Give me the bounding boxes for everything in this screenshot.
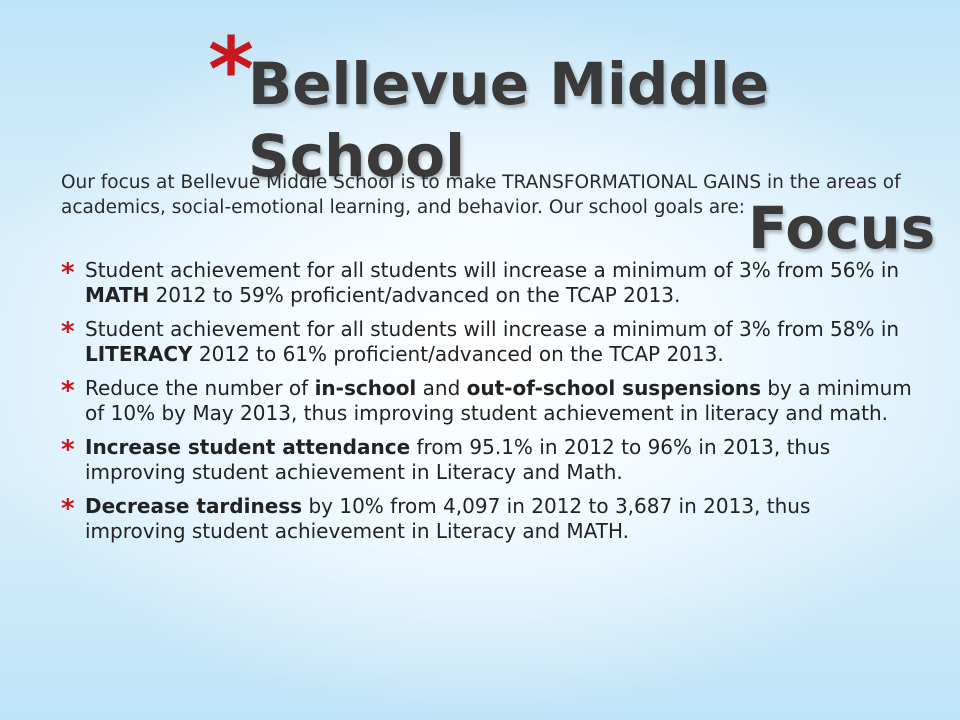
bullet-asterisk-icon: * xyxy=(61,317,75,347)
goal-text: and xyxy=(416,376,467,400)
goal-text: from 95.1% in 2012 to 96% in 2013, thus improving student achievement in Literacy and Math. xyxy=(85,435,831,484)
goal-item xyxy=(61,435,916,485)
goal-item xyxy=(61,494,916,544)
goal-text: by 10% from 4,097 in 2012 to 3,687 in 2013, thus improving student achievement in Literacy and MATH. xyxy=(85,494,811,543)
goal-item xyxy=(61,258,916,308)
goal-emphasis: Increase student attendance xyxy=(85,435,411,459)
goal-text: 2012 to 61% proficient/advanced on the TCAP 2013. xyxy=(192,342,724,366)
goal-emphasis: LITERACY xyxy=(85,342,193,366)
title-line-2: Focus xyxy=(748,194,936,262)
goal-text: Student achievement for all students will increase a minimum of 3% from 56% in xyxy=(85,258,900,282)
title-asterisk-icon: * xyxy=(208,18,255,121)
goal-text: 2012 to 59% proficient/advanced on the TCAP 2013. xyxy=(149,283,681,307)
title-line-1: Bellevue Middle School xyxy=(248,50,770,190)
bullet-asterisk-icon: * xyxy=(61,435,75,465)
goal-text: Reduce the number of xyxy=(85,376,315,400)
goal-text: by a minimum of 10% by May 2013, thus improving student achievement in literacy and math. xyxy=(85,376,912,425)
bullet-asterisk-icon: * xyxy=(61,376,75,406)
bullet-asterisk-icon: * xyxy=(61,258,75,288)
goal-text: Student achievement for all students will increase a minimum of 3% from 58% in xyxy=(85,317,900,341)
goal-emphasis: in-school xyxy=(314,376,417,400)
slide-title xyxy=(248,48,938,264)
goal-emphasis: MATH xyxy=(85,283,150,307)
goal-item xyxy=(61,317,916,367)
goal-emphasis: out-of-school suspensions xyxy=(466,376,761,400)
goal-item xyxy=(61,376,916,426)
goals-list xyxy=(61,258,916,553)
goal-emphasis: Decrease tardiness xyxy=(85,494,303,518)
bullet-asterisk-icon: * xyxy=(61,494,75,524)
intro-paragraph: Our focus at Bellevue Middle School is to make TRANSFORMATIONAL GAINS in the areas of academics, social-emotional learning, and behavior. Our school goals are: xyxy=(61,172,901,218)
